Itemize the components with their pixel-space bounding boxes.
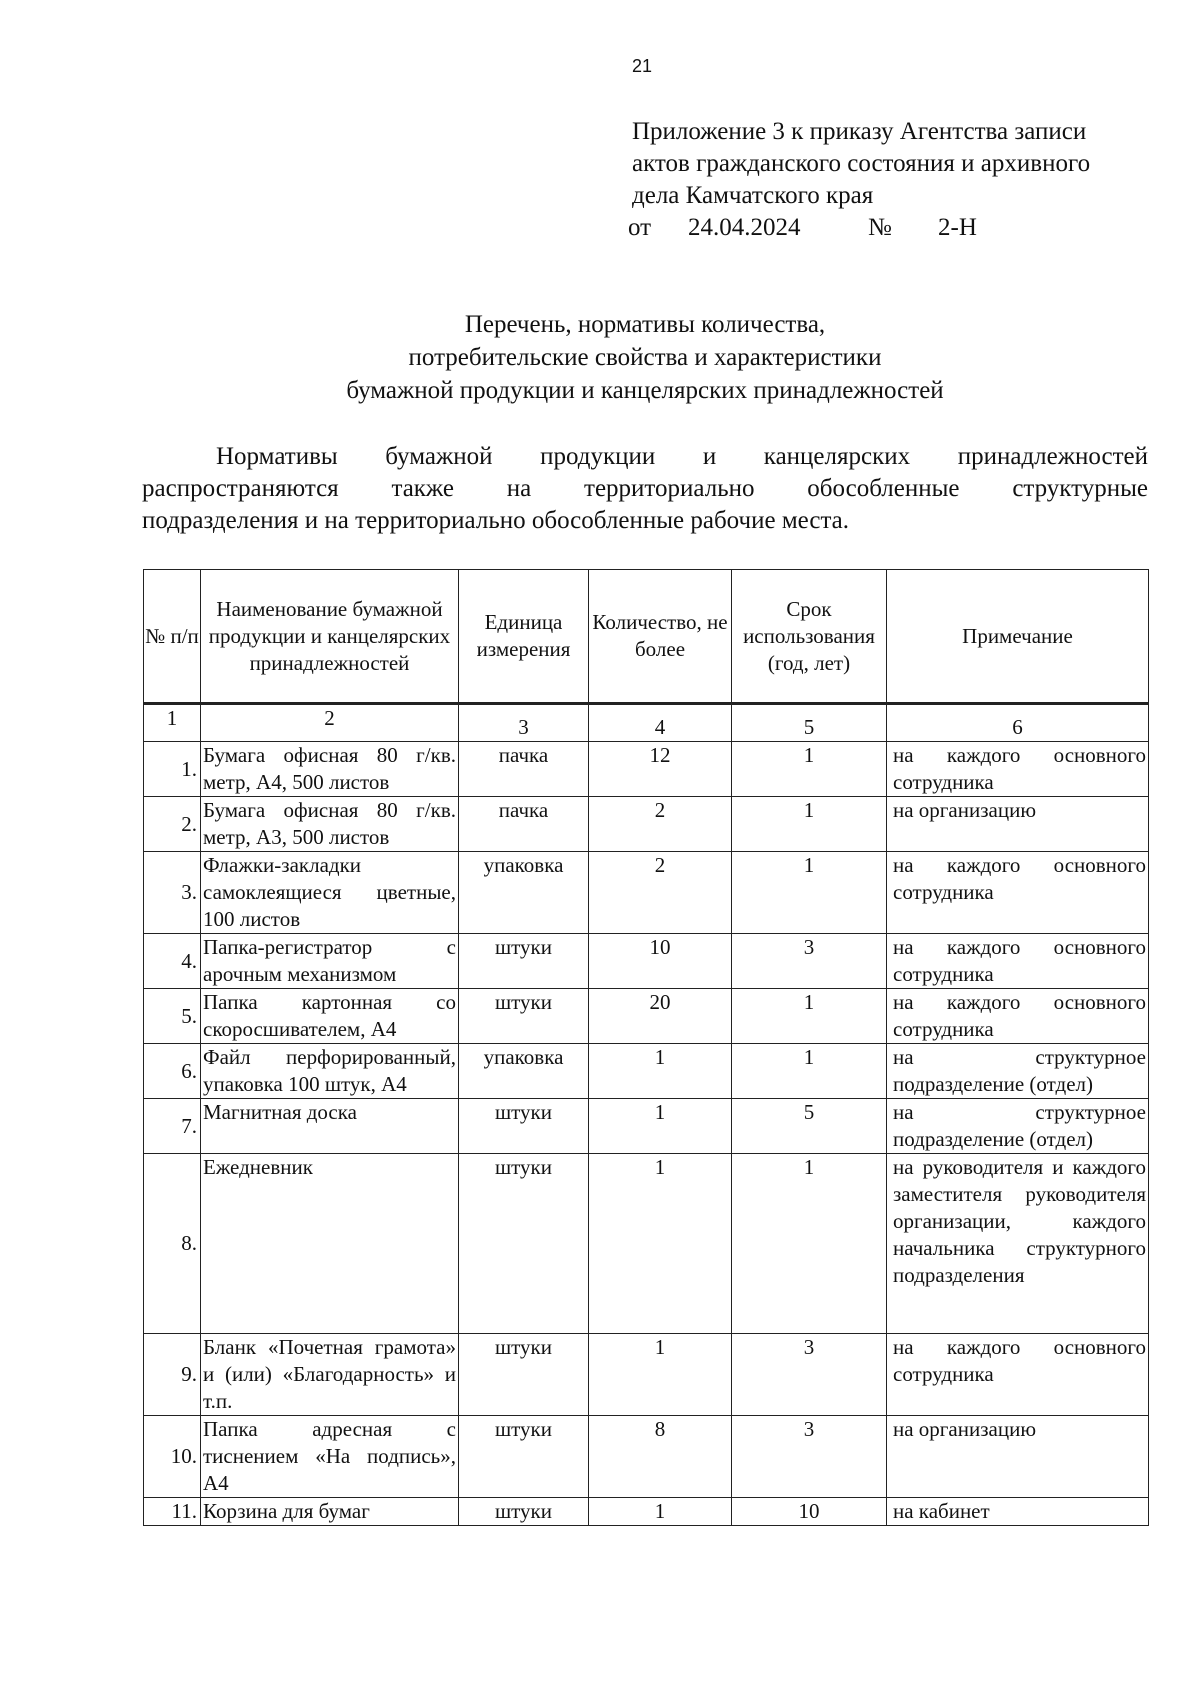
item-note: на организацию (887, 797, 1149, 852)
item-unit: штуки (459, 1334, 589, 1416)
item-quantity: 12 (589, 742, 732, 797)
item-unit: штуки (459, 989, 589, 1044)
intro-line: распространяются также на территориально обособленные структурные (142, 475, 1148, 502)
item-quantity: 1 (589, 1099, 732, 1154)
row-number: 6. (144, 1044, 201, 1099)
header-quantity: Количество, не более (589, 570, 732, 704)
item-note: на структурное подразделение (отдел) (887, 1099, 1149, 1154)
table-row (144, 1099, 1149, 1154)
item-term: 1 (732, 742, 887, 797)
item-unit: штуки (459, 934, 589, 989)
table-row (144, 797, 1149, 852)
item-quantity: 8 (589, 1416, 732, 1498)
item-note: на кабинет (887, 1498, 1149, 1526)
table-row (144, 742, 1149, 797)
item-name: Бумага офисная 80 г/кв. метр, А4, 500 листов (201, 742, 459, 797)
item-unit: штуки (459, 1099, 589, 1154)
row-number: 2. (144, 797, 201, 852)
column-number: 5 (732, 704, 887, 742)
document-title (142, 308, 1148, 407)
appendix-line: Приложение 3 к приказу Агентства записи (632, 118, 1087, 145)
appendix-line: дела Камчатского края (632, 182, 874, 209)
item-unit: штуки (459, 1416, 589, 1498)
row-number: 8. (144, 1154, 201, 1334)
item-term: 10 (732, 1498, 887, 1526)
order-from-label: от (628, 214, 652, 241)
row-number: 7. (144, 1099, 201, 1154)
item-name: Папка картонная со скоросшивателем, А4 (201, 989, 459, 1044)
item-unit: упаковка (459, 852, 589, 934)
column-number: 3 (459, 704, 589, 742)
header-name: Наименование бумажной продукции и канцелярских принадлежностей (201, 570, 459, 704)
item-quantity: 20 (589, 989, 732, 1044)
item-name: Папка-регистратор с арочным механизмом (201, 934, 459, 989)
title-line: потребительские свойства и характеристики (408, 344, 882, 371)
item-quantity: 10 (589, 934, 732, 989)
item-note: на каждого основного сотрудника (887, 852, 1149, 934)
row-number: 1. (144, 742, 201, 797)
appendix-line: актов гражданского состояния и архивного (632, 150, 1091, 177)
item-quantity: 2 (589, 797, 732, 852)
intro-paragraph (142, 441, 1148, 537)
intro-line: подразделения и на территориально обособленные рабочие места. (142, 507, 850, 534)
row-number: 11. (144, 1498, 201, 1526)
item-note: на каждого основного сотрудника (887, 1334, 1149, 1416)
header-note: Примечание (887, 570, 1149, 704)
item-term: 5 (732, 1099, 887, 1154)
item-note: на структурное подразделение (отдел) (887, 1044, 1149, 1099)
item-note: на каждого основного сотрудника (887, 742, 1149, 797)
table-header-row (144, 570, 1149, 704)
row-number: 5. (144, 989, 201, 1044)
table-row (144, 1044, 1149, 1099)
table-row (144, 934, 1149, 989)
item-term: 1 (732, 989, 887, 1044)
row-number: 9. (144, 1334, 201, 1416)
order-number-sign: № (868, 214, 892, 241)
header-number: № п/п (144, 570, 201, 704)
item-term: 3 (732, 1416, 887, 1498)
header-term: Срок использования (год, лет) (732, 570, 887, 704)
item-unit: штуки (459, 1498, 589, 1526)
column-number: 6 (887, 704, 1149, 742)
item-name: Корзина для бумаг (201, 1498, 459, 1526)
item-name: Ежедневник (201, 1154, 459, 1334)
table-row (144, 1334, 1149, 1416)
table-row (144, 1416, 1149, 1498)
table-row (144, 989, 1149, 1044)
table-row (144, 852, 1149, 934)
item-note: на организацию (887, 1416, 1149, 1498)
item-quantity: 1 (589, 1334, 732, 1416)
item-note: на руководителя и каждого заместителя руководителя организации, каждого начальника структурного подразделения (887, 1154, 1149, 1334)
item-name: Бланк «Почетная грамота» и (или) «Благодарность» и т.п. (201, 1334, 459, 1416)
title-line: Перечень, нормативы количества, (464, 311, 826, 338)
item-note: на каждого основного сотрудника (887, 934, 1149, 989)
item-unit: штуки (459, 1154, 589, 1334)
item-unit: пачка (459, 797, 589, 852)
intro-line: Нормативы бумажной продукции и канцелярских принадлежностей (216, 443, 1148, 470)
order-date: 24.04.2024 (688, 214, 801, 241)
item-term: 1 (732, 852, 887, 934)
column-number: 1 (144, 704, 201, 742)
header-unit: Единица измерения (459, 570, 589, 704)
appendix-header (632, 116, 1152, 212)
column-number-row (144, 704, 1149, 742)
row-number: 4. (144, 934, 201, 989)
order-number: 2-Н (938, 214, 977, 241)
item-name: Флажки-закладки самоклеящиеся цветные, 100 листов (201, 852, 459, 934)
row-number: 3. (144, 852, 201, 934)
item-quantity: 1 (589, 1154, 732, 1334)
item-unit: пачка (459, 742, 589, 797)
column-number: 2 (201, 704, 459, 742)
row-number: 10. (144, 1416, 201, 1498)
item-name: Магнитная доска (201, 1099, 459, 1154)
item-term: 1 (732, 797, 887, 852)
item-term: 3 (732, 1334, 887, 1416)
item-unit: упаковка (459, 1044, 589, 1099)
item-quantity: 2 (589, 852, 732, 934)
item-term: 1 (732, 1154, 887, 1334)
norms-table (143, 569, 1149, 1526)
item-name: Файл перфорированный, упаковка 100 штук, А4 (201, 1044, 459, 1099)
page-number: 21 (632, 56, 653, 76)
item-term: 1 (732, 1044, 887, 1099)
item-name: Папка адресная с тиснением «На подпись», А4 (201, 1416, 459, 1498)
item-quantity: 1 (589, 1498, 732, 1526)
column-number: 4 (589, 704, 732, 742)
item-quantity: 1 (589, 1044, 732, 1099)
table-row (144, 1498, 1149, 1526)
item-term: 3 (732, 934, 887, 989)
table-row (144, 1154, 1149, 1334)
title-line: бумажной продукции и канцелярских принадлежностей (346, 377, 944, 404)
item-note: на каждого основного сотрудника (887, 989, 1149, 1044)
item-name: Бумага офисная 80 г/кв. метр, А3, 500 листов (201, 797, 459, 852)
